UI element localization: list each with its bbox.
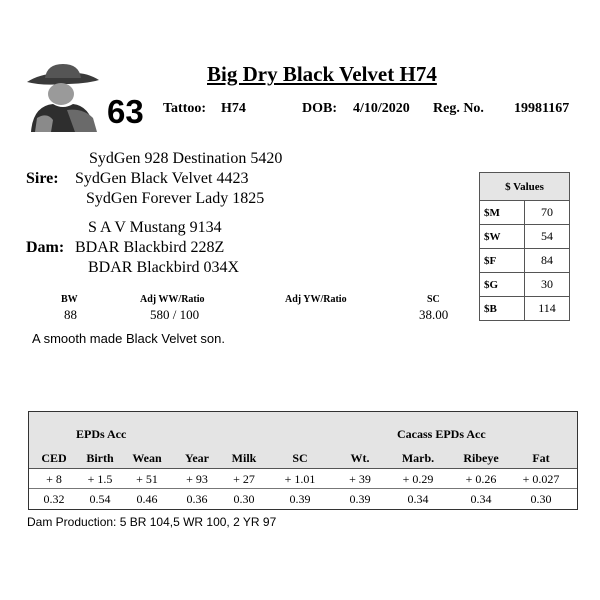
table-row	[480, 225, 570, 249]
epd-column-header: Wt.	[350, 451, 370, 465]
carcass-epd-group-label: Cacass EPDs Acc	[397, 427, 486, 441]
tattoo-label: Tattoo:	[163, 101, 207, 116]
epd-column-header: Ribeye	[463, 451, 499, 465]
epd-value: + 1.01	[284, 472, 316, 486]
epd-group-label: EPDs Acc	[76, 427, 127, 441]
table-row	[480, 201, 570, 225]
ww-label: Adj WW/Ratio	[140, 294, 205, 305]
dollar-key: $F	[480, 249, 525, 273]
epd-accuracy: 0.30	[233, 492, 255, 506]
sc-value: 38.00	[419, 307, 449, 322]
dob-label: DOB:	[302, 101, 337, 116]
epd-value: + 93	[186, 472, 208, 486]
epd-accuracy: 0.39	[289, 492, 311, 506]
dollar-value: 114	[525, 297, 570, 321]
sire-label: Sire:	[26, 170, 59, 187]
dollar-value: 70	[525, 201, 570, 225]
dam-granddam: BDAR Blackbird 034X	[88, 259, 240, 276]
cowboy-portrait-icon	[23, 60, 101, 132]
epd-column-header: Birth	[86, 451, 114, 465]
dollar-key: $G	[480, 273, 525, 297]
epd-accuracy: 0.46	[136, 492, 158, 506]
tattoo-value: H74	[221, 101, 246, 116]
page-title: Big Dry Black Velvet H74	[207, 62, 437, 86]
epd-value: + 51	[136, 472, 158, 486]
epd-accuracy: 0.34	[470, 492, 492, 506]
epd-accuracy: 0.30	[530, 492, 552, 506]
dam-grandsire: S A V Mustang 9134	[88, 219, 222, 236]
epd-accuracy: 0.54	[89, 492, 111, 506]
epd-value: + 0.027	[522, 472, 560, 486]
epd-column-header: Marb.	[401, 451, 435, 465]
dollar-value: 84	[525, 249, 570, 273]
epd-value: + 0.26	[465, 472, 497, 486]
epd-accuracy: 0.34	[407, 492, 429, 506]
dollar-key: $W	[480, 225, 525, 249]
comment-text: A smooth made Black Velvet son.	[32, 331, 225, 346]
dam-name: BDAR Blackbird 228Z	[75, 239, 225, 256]
sire-granddam: SydGen Forever Lady 1825	[86, 190, 265, 207]
dam-label: Dam:	[26, 239, 65, 256]
yw-label: Adj YW/Ratio	[285, 294, 347, 305]
epd-accuracy: 0.39	[349, 492, 371, 506]
sire-name: SydGen Black Velvet 4423	[75, 170, 249, 187]
table-row	[480, 249, 570, 273]
dollar-values-title: $ Values	[480, 173, 570, 201]
lot-number: 63	[107, 93, 144, 130]
sire-grandsire: SydGen 928 Destination 5420	[89, 150, 283, 167]
epd-accuracy: 0.36	[186, 492, 208, 506]
dollar-values-table	[479, 172, 570, 321]
epd-column-header: Wean	[132, 451, 162, 465]
bw-label: BW	[61, 294, 78, 305]
sc-label: SC	[427, 294, 440, 305]
ww-value: 580 / 100	[150, 307, 200, 322]
dollar-value: 30	[525, 273, 570, 297]
bw-value: 88	[64, 307, 77, 322]
epd-column-header: Fat	[532, 451, 550, 465]
epd-value: + 8	[46, 472, 62, 486]
table-row	[480, 273, 570, 297]
epd-column-header: CED	[41, 451, 67, 465]
epd-value: + 1.5	[87, 472, 113, 486]
dob-value: 4/10/2020	[353, 101, 410, 116]
epd-column-header: Milk	[231, 451, 257, 465]
epd-column-header: SC	[292, 451, 308, 465]
dollar-key: $M	[480, 201, 525, 225]
epd-value: + 27	[233, 472, 255, 486]
epd-table	[28, 411, 578, 510]
reg-value: 19981167	[514, 101, 570, 116]
reg-label: Reg. No.	[433, 101, 484, 116]
table-row	[480, 297, 570, 321]
epd-accuracy: 0.32	[43, 492, 65, 506]
epd-value: + 39	[349, 472, 371, 486]
dollar-value: 54	[525, 225, 570, 249]
epd-value: + 0.29	[402, 472, 434, 486]
dollar-key: $B	[480, 297, 525, 321]
dam-production: Dam Production: 5 BR 104,5 WR 100, 2 YR 97	[27, 515, 277, 529]
epd-column-header: Year	[185, 451, 209, 465]
